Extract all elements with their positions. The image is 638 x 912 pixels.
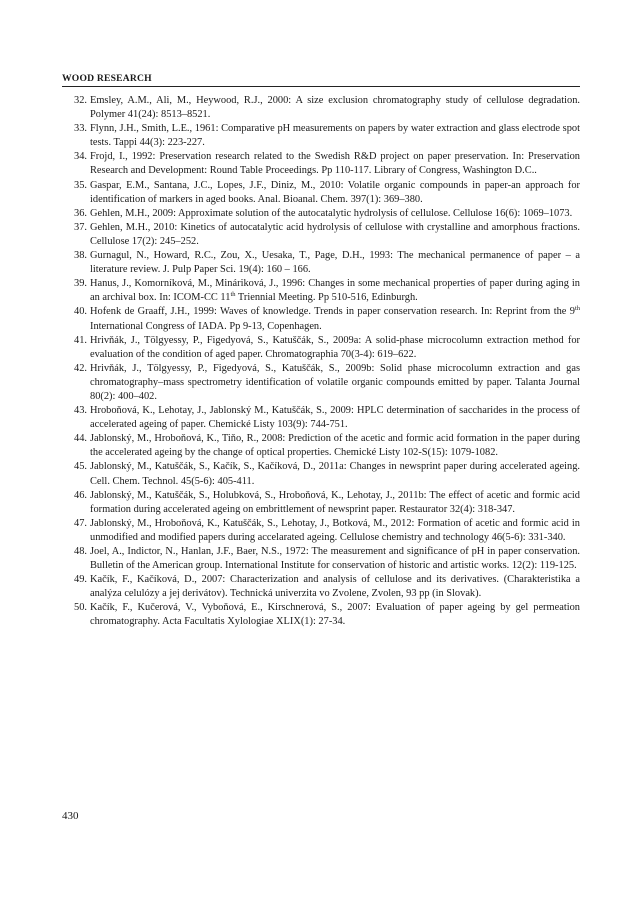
reference-item [62,305,580,333]
reference-item [62,545,580,573]
reference-item [62,362,580,404]
reference-item [62,94,580,122]
reference-text: Gehlen, M.H., 2009: Approximate solution of the autocatalytic hydrolysis of cellulose. Cellulose 16(6): 1069–1073. [90,207,573,219]
reference-item [62,179,580,207]
reference-number: 45. [74,461,87,473]
reference-item [62,150,580,178]
reference-text: Gurnagul, N., Howard, R.C., Zou, X., Uesaka, T., Page, D.H., 1993: The mechanical permanence of paper – a literature review. J. Pulp Paper Sci. 19(4): 160 – 166. [90,250,580,276]
reference-item [62,122,580,150]
reference-item [62,573,580,601]
reference-number: 46. [74,489,87,501]
reference-item [62,517,580,545]
reference-text: Jablonský, M., Hroboňová, K., Katuščák, S., Lehotay, J., Botková, M., 2012: Formation of acetic and formic acid in unmodified and modified papers during accelarated ageing. Cellulose chemistry and technology 46(5-6): 331-340. [90,517,580,543]
reference-item [62,277,580,305]
reference-item [62,489,580,517]
page-number: 430 [62,810,79,822]
reference-text: Emsley, A.M., Ali, M., Heywood, R.J., 2000: A size exclusion chromatography study of cellulose degradation. Polymer 41(24): 8513–8521. [90,95,580,121]
reference-text: Kačík, F., Kučerová, V., Vyboňová, E., Kirschnerová, S., 2007: Evaluation of paper ageing by gel permeation chromatography. Acta Facultatis Xylologiae XLIX(1): 27-34. [90,602,580,628]
header-rule [62,86,580,87]
ordinal-suffix: th [574,305,580,313]
reference-text: Jablonský, M., Hroboňová, K., Tiňo, R., 2008: Prediction of the acetic and formic acid formation in the paper during the accelerated ageing by the change of optical properties. Chemické Listy 102-S(15): 1079-1082. [90,433,580,459]
reference-number: 50. [74,602,87,614]
reference-text: Gaspar, E.M., Santana, J.C., Lopes, J.F., Diniz, M., 2010: Volatile organic compounds in paper-an approach for identification of markers in aged books. Anal. Bioanal. Chem. 397(1): 369–380. [90,179,580,205]
reference-number: 48. [74,546,87,557]
reference-item [62,221,580,249]
reference-text: Hofenk de Graaff, J.H., 1999: Waves of knowledge. Trends in paper conservation research. In: Reprint from the 9 [90,306,575,318]
reference-text: Kačík, F., Kačíková, D., 2007: Characterization and analysis of cellulose and its derivatives. (Charakteristika a analýza celulózy a jej derivátov). Technická univerzita vo Zvolene, Zvolen, 93 pp (in Slovak). [90,574,580,600]
reference-text: Hrivňák, J., Tölgyessy, P., Figedyová, S., Katuščák, S., 2009a: A solid-phase microcolumn extraction method for evaluation of the condition of aged paper. Chromatographia 70(3-4): 619–622. [90,334,580,360]
reference-number: 47. [74,517,87,529]
reference-text: Hroboňová, K., Lehotay, J., Jablonský M., Katuščák, S., 2009: HPLC determination of saccharides in the process of accelerated ageing of paper. Chemické Listy 103(9): 744-751. [90,405,580,431]
reference-number: 43. [74,405,87,417]
reference-text: International Congress of IADA. Pp 9-13, Copenhagen. [90,320,322,332]
reference-number: 38. [74,250,87,262]
reference-number: 35. [74,179,87,191]
reference-number: 36. [74,207,87,219]
reference-text: Jablonský, M., Katuščák, S., Kačík, S., Kačíková, D., 2011a: Changes in newsprint paper during accelerated ageing. Cell. Chem. Technol. 45(5-6): 405-411. [90,461,580,487]
reference-item [62,207,580,221]
running-header: WOOD RESEARCH [62,73,152,84]
reference-number: 37. [74,221,87,233]
reference-text: Hanus, J., Komorníková, M., Mináriková, J., 1996: Changes in some mechanical properties of paper during aging in an archival box. In: ICOM-CC 11 [90,278,580,304]
reference-item [62,404,580,432]
reference-number: 40. [74,306,87,318]
reference-item [62,601,580,629]
reference-text: Triennial Meeting. Pp 510-516, Edinburgh. [235,292,418,304]
reference-number: 34. [74,151,87,163]
reference-number: 39. [74,278,87,290]
reference-list [62,94,580,630]
reference-text: Gehlen, M.H., 2010: Kinetics of autocatalytic acid hydrolysis of cellulose with crystalline and amorphous fractions. Cellulose 17(2): 245–252. [90,221,580,247]
reference-number: 44. [74,433,87,445]
reference-item [62,334,580,362]
reference-number: 49. [74,574,87,586]
ordinal-suffix: th [230,291,236,299]
reference-number: 33. [74,123,87,135]
reference-text: Hrivňák, J., Tölgyessy, P., Figedyová, S., Katuščák, S., 2009b: Solid phase microcolumn extraction and gas chromatography–mass spectrometry identification of volatile organic compounds emitted by paper. Talanta Journal 80(2): 400–402. [90,362,580,402]
reference-text: Jablonský, M., Katuščák, S., Holubková, S., Hroboňová, K., Lehotay, J., 2011b: The effect of acetic and formic acid formation during accelerated ageing on embrittlement of newsprint paper. Restaurator 32(4): 318-347. [90,489,580,515]
reference-text: Flynn, J.H., Smith, L.E., 1961: Comparative pH measurements on papers by water extraction and glass electrode spot tests. Tappi 44(3): 223-227. [90,123,580,149]
reference-number: 32. [74,95,87,106]
reference-item [62,432,580,460]
reference-number: 41. [74,334,87,346]
reference-item [62,460,580,488]
reference-text: Frojd, I., 1992: Preservation research related to the Swedish R&D project on paper preservation. In: Preservation Research and Development: Round Table Proceedings. Pp 110-117. Library of Congress, Washington D.C.. [90,151,580,177]
reference-text: Joel, A., Indictor, N., Hanlan, J.F., Baer, N.S., 1972: The measurement and significance of pH in paper conservation. Bulletin of the American group. International Institute for conservation of historic and artistic works. 12(2): 119-125. [90,546,580,572]
reference-number: 42. [74,362,87,374]
reference-item [62,249,580,277]
